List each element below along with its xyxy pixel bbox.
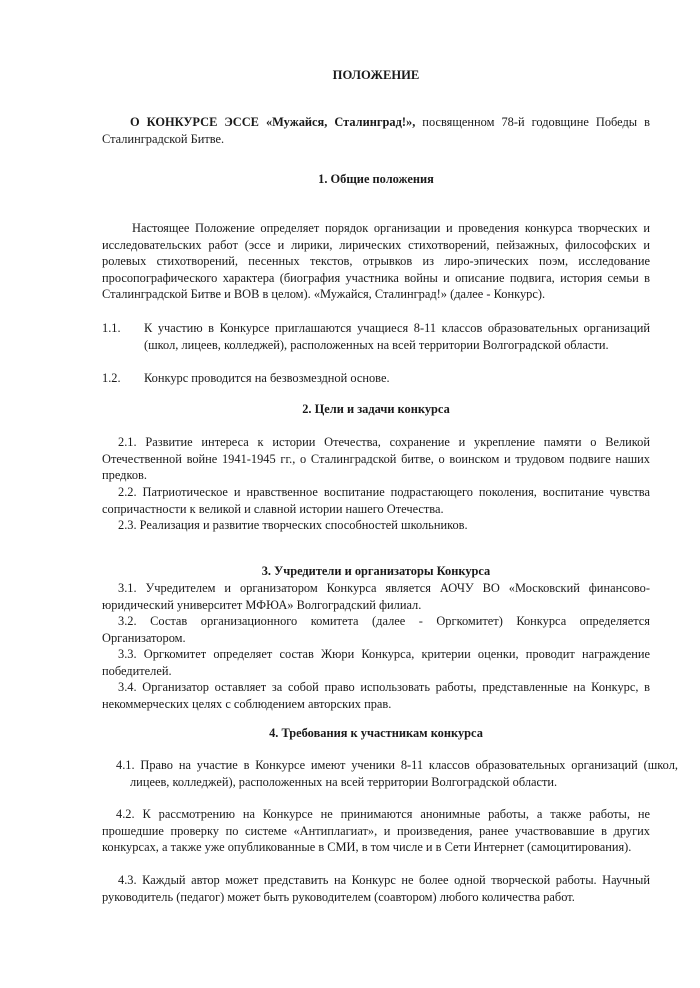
document-title: ПОЛОЖЕНИЕ xyxy=(332,68,420,82)
section-3-item-4: 3.4. Организатор оставляет за собой право использовать работы, представленные на Конкурс, в некоммерческих целях с соблюдением авторских прав. xyxy=(102,680,650,711)
section-2-item-2: 2.2. Патриотическое и нравственное воспитание подрастающего поколения, воспитание чувства сопричастности к великой и славной истории нашего Отечества. xyxy=(102,485,650,516)
item-text: К участию в Конкурсе приглашаются учащиеся 8-11 классов образовательных организаций (школ, лицеев, колледжей), расположенных на всей территории Волгоградской области. xyxy=(144,321,650,352)
section-1-item-1 xyxy=(102,320,650,353)
section-4-item-2: 4.2. К рассмотрению на Конкурсе не принимаются анонимные работы, а также работы, не прошедшие проверку по системе «Антиплагиат», и произведения, ранее участвовавшие в других конкурсах, а также уже опубликованные в СМИ, в том числе и в Сети Интернет (самоцитирования). xyxy=(102,807,650,855)
section-1-paragraph: Настоящее Положение определяет порядок организации и проведения конкурса творческих и исследовательских работ (эссе и лирики, лирических стихотворений, пейзажных, философских и ролевых стихотворений, песенных текстов, отрывков из лиро-эпических поэм, исследование просопографического характера (биография участника войны и описание подвига, история семьи в Сталинградской Битве и ВОВ в целом). «Мужайся, Сталинград!» (далее - Конкурс). xyxy=(102,221,650,302)
section-2-item-1: 2.1. Развитие интереса к истории Отечества, сохранение и укрепление памяти о Великой Отечественной войне 1941-1945 гг., о Сталинградской битве, о воинском и трудовом подвиге наших предков. xyxy=(102,435,650,483)
intro-rest: посвященном 78-й годовщине Победы в Сталинградской Битве. xyxy=(102,115,650,146)
section-4-heading: 4. Требования к участникам конкурса xyxy=(269,726,483,740)
section-2-heading: 2. Цели и задачи конкурса xyxy=(302,402,450,416)
item-number: 1.2. xyxy=(102,371,121,385)
section-1-item-2 xyxy=(102,370,650,387)
section-3-item-1: 3.1. Учредителем и организатором Конкурса является АОЧУ ВО «Московский финансово-юридический университет МФЮА» Волгоградский филиал. xyxy=(102,581,650,612)
section-1-heading: 1. Общие положения xyxy=(318,172,434,186)
section-3-item-3: 3.3. Оргкомитет определяет состав Жюри Конкурса, критерии оценки, проводит награждение победителей. xyxy=(102,647,650,678)
section-4-item-3: 4.3. Каждый автор может представить на Конкурс не более одной творческой работы. Научный руководитель (педагог) может быть руководителем (соавтором) любого количества работ. xyxy=(102,873,650,904)
intro-paragraph xyxy=(102,114,650,147)
section-4-item-1: 4.1. Право на участие в Конкурсе имеют ученики 8-11 классов образовательных организаций (школ, лицеев, колледжей), расположенных на всей территории Волгоградской области. xyxy=(116,758,678,789)
item-number: 1.1. xyxy=(102,321,121,335)
section-3-heading: 3. Учредители и организаторы Конкурса xyxy=(261,564,491,578)
item-text: Конкурс проводится на безвозмездной основе. xyxy=(144,371,390,385)
section-2-item-3: 2.3. Реализация и развитие творческих способностей школьников. xyxy=(118,518,468,532)
intro-bold: О КОНКУРСЕ ЭССЕ «Мужайся, Сталинград!», xyxy=(130,115,416,129)
section-3-item-2: 3.2. Состав организационного комитета (далее - Оргкомитет) Конкурса определяется Организатором. xyxy=(102,614,650,645)
